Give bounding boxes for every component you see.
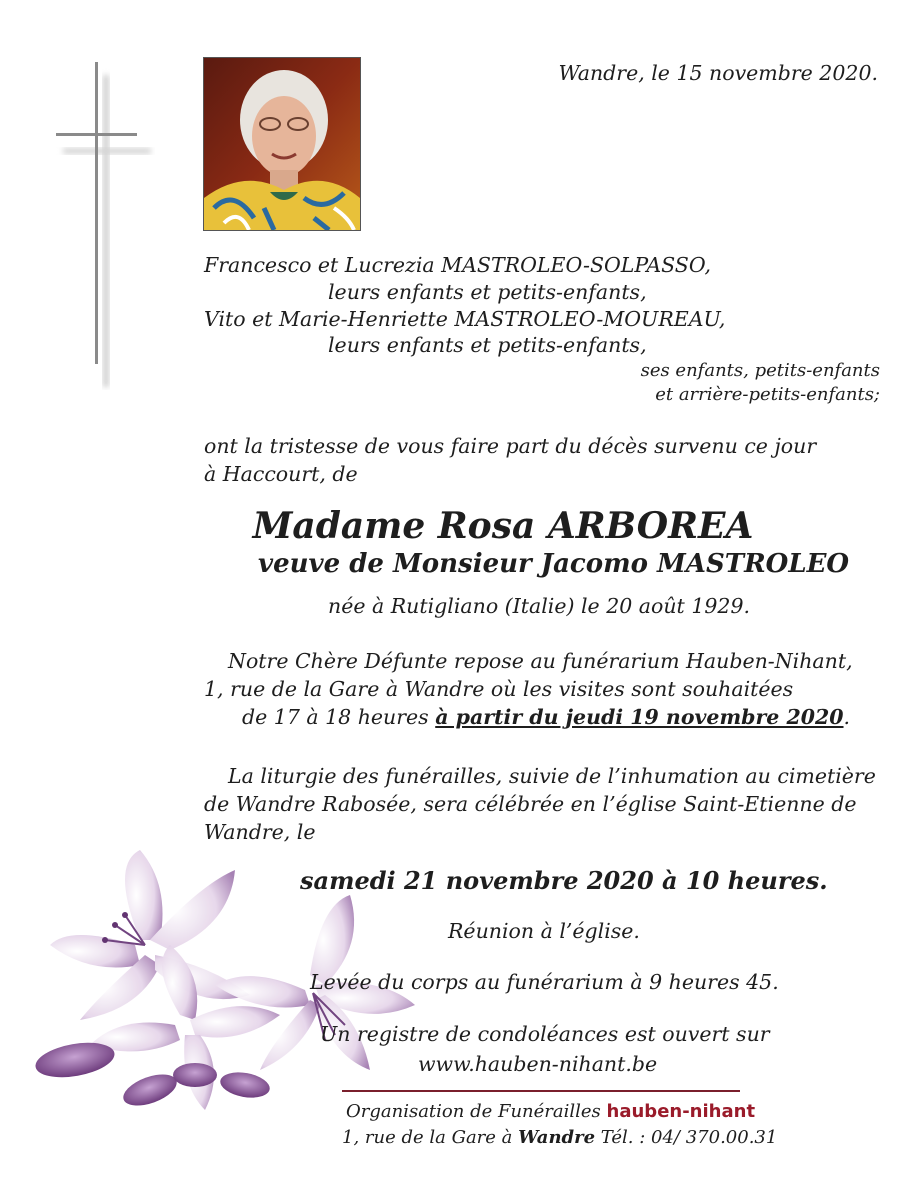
visitation-period: . [843, 705, 851, 729]
visitation-start-date: à partir du jeudi 19 novembre 2020 [435, 705, 844, 729]
family-line-3: Vito et Marie-Henriette MASTROLEO-MOUREAU, [204, 307, 726, 331]
deceased-born: née à Rutigliano (Italie) le 20 août 1929. [328, 594, 751, 618]
footer-divider [342, 1090, 740, 1092]
ceremony-line-2: de Wandre Rabosée, sera célébrée en l’église Saint-Etienne de [204, 792, 857, 816]
visitation-line-1: Notre Chère Défunte repose au funérarium Hauben-Nihant, [228, 649, 853, 673]
registry-line-1: Un registre de condoléances est ouvert sur [320, 1022, 770, 1046]
family-line-4: leurs enfants et petits-enfants, [328, 333, 647, 357]
footer-address [342, 1127, 777, 1148]
registry-website[interactable]: www.hauben-nihant.be [418, 1052, 658, 1076]
visitation-line-3 [242, 705, 850, 729]
deceased-spouse: veuve de Monsieur Jacomo MASTROLEO [258, 549, 850, 579]
family-line-5: ses enfants, petits-enfants [640, 360, 880, 381]
family-line-1: Francesco et Lucrezia MASTROLEO-SOLPASSO, [204, 253, 711, 277]
ceremony-line-1: La liturgie des funérailles, suivie de l’inhumation au cimetière [228, 764, 876, 788]
family-line-2: leurs enfants et petits-enfants, [328, 280, 647, 304]
portrait-photo [203, 57, 361, 231]
ceremony-meeting: Réunion à l’église. [448, 919, 640, 943]
announcement-line-2: à Haccourt, de [204, 462, 358, 486]
footer-phone: Tél. : 04/ 370.00.31 [595, 1127, 778, 1148]
ceremony-date: samedi 21 novembre 2020 à 10 heures. [300, 866, 828, 895]
family-line-6: et arrière-petits-enfants; [655, 384, 880, 405]
visitation-hours: de 17 à 18 heures [242, 705, 436, 729]
ceremony-departure: Levée du corps au funérarium à 9 heures 45. [310, 970, 779, 994]
place-date: Wandre, le 15 novembre 2020. [558, 61, 878, 85]
footer-city: Wandre [518, 1127, 596, 1148]
footer-org-label: Organisation de Funérailles [346, 1101, 607, 1122]
visitation-line-2: 1, rue de la Gare à Wandre où les visites sont souhaitées [204, 677, 794, 701]
deceased-name: Madame Rosa ARBOREA [252, 505, 754, 547]
announcement-line-1: ont la tristesse de vous faire part du décès survenu ce jour [204, 434, 817, 458]
footer-street: 1, rue de la Gare à [342, 1127, 519, 1148]
footer-organisation [346, 1101, 755, 1122]
cross-icon [55, 60, 155, 390]
ceremony-line-3: Wandre, le [204, 820, 316, 844]
brand-logo: hauben-nihant [606, 1101, 756, 1122]
